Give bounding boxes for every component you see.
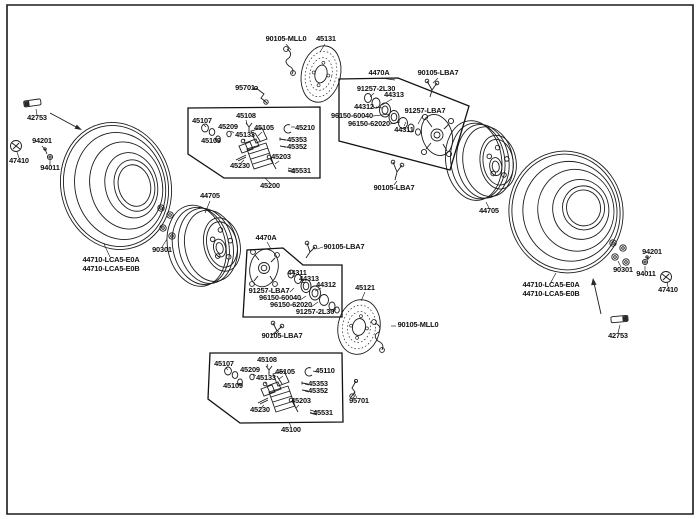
label-45105-front: 45105: [254, 123, 274, 132]
label-45133-front: 45133: [235, 130, 255, 139]
label-95701-rear: 95701: [349, 396, 369, 405]
label-45531-front: 45531: [291, 166, 311, 175]
label-90301-left: 90301: [152, 245, 172, 254]
label-tire-a-right: 44710-LCA5-E0A: [522, 280, 580, 289]
label-44313-rear: 44313: [299, 274, 319, 283]
label-45209-rear: 45209: [240, 365, 260, 374]
label-94011-left: 94011: [40, 163, 60, 172]
label-47410-right: 47410: [658, 285, 678, 294]
label-45531-rear: 45531: [313, 408, 333, 417]
label-4470a-front: 4470A: [368, 68, 390, 77]
label-45203-rear: 45203: [291, 396, 311, 405]
label-tire-b-right: 44710-LCA5-E0B: [522, 289, 580, 298]
label-45108-rear: 45108: [257, 355, 277, 364]
label-96150-62020-front: 96150-62020: [348, 119, 390, 128]
label-45352-front: 45352: [287, 142, 307, 151]
label-45108-front: 45108: [236, 111, 256, 120]
label-4470a-rear: 4470A: [255, 233, 277, 242]
label-44311-rear: 44311: [287, 268, 307, 277]
label-91257-2l30-front: 91257-2L30: [356, 84, 396, 93]
label-90105-mll0-rear: 90105-MLL0: [397, 320, 439, 329]
label-96150-60040-front: 96150-60040: [331, 111, 373, 120]
label-45110-rear: 45110: [315, 366, 335, 375]
label-44313-front: 44313: [384, 90, 404, 99]
label-45200: 45200: [260, 181, 280, 190]
label-tire-b-left: 44710-LCA5-E0B: [82, 264, 140, 273]
label-91257-2l30-rear: 91257-2L30: [295, 307, 335, 316]
label-47410-left: 47410: [9, 156, 29, 165]
label-45353-rear: 45353: [308, 379, 328, 388]
label-90105-lba7-rear-top: 90105-LBA7: [323, 242, 365, 251]
label-45109-front: 45109: [201, 136, 221, 145]
label-90105-lba7-top: 90105-LBA7: [417, 68, 459, 77]
label-94201-left: 94201: [32, 136, 52, 145]
label-45105-rear: 45105: [275, 367, 295, 376]
label-45203-front: 45203: [271, 152, 291, 161]
label-90105-lba7-mid: 90105-LBA7: [373, 183, 415, 192]
label-45230-rear: 45230: [250, 405, 270, 414]
label-45121: 45121: [355, 283, 375, 292]
label-45131: 45131: [316, 34, 336, 43]
label-45210-front: 45210: [295, 123, 315, 132]
label-96150-62020-rear: 96150-62020: [270, 300, 312, 309]
label-44312-rear: 44312: [316, 280, 336, 289]
label-45107-rear: 45107: [214, 359, 234, 368]
label-95701-front: 95701: [235, 83, 255, 92]
label-45353-front: 45353: [287, 135, 307, 144]
label-44705-left: 44705: [200, 191, 220, 200]
label-94201-right: 94201: [642, 247, 662, 256]
label-45107-front: 45107: [192, 116, 212, 125]
label-96150-60040-rear: 96150-60040: [259, 293, 301, 302]
label-45109-rear: 45109: [223, 381, 243, 390]
label-90105-lba7-rear-bottom: 90105-LBA7: [261, 331, 303, 340]
label-91257-lba7-rear: 91257-LBA7: [248, 286, 290, 295]
label-91257-lba7-front: 91257-LBA7: [404, 106, 446, 115]
label-44311-front: 44311: [394, 125, 414, 134]
label-42753-left: 42753: [27, 113, 47, 122]
label-tire-a-left: 44710-LCA5-E0A: [82, 255, 140, 264]
label-45100: 45100: [281, 425, 301, 434]
label-94011-right: 94011: [636, 269, 656, 278]
label-42753-right: 42753: [608, 331, 628, 340]
label-44705-right: 44705: [479, 206, 499, 215]
label-44312-front: 44312: [354, 102, 374, 111]
label-45352-rear: 45352: [308, 386, 328, 395]
label-45230-front: 45230: [230, 161, 250, 170]
label-45209-front: 45209: [218, 122, 238, 131]
label-90301-right: 90301: [613, 265, 633, 274]
label-90105-mll0-front: 90105-MLL0: [265, 34, 307, 43]
label-45133-rear: 45133: [256, 373, 276, 382]
